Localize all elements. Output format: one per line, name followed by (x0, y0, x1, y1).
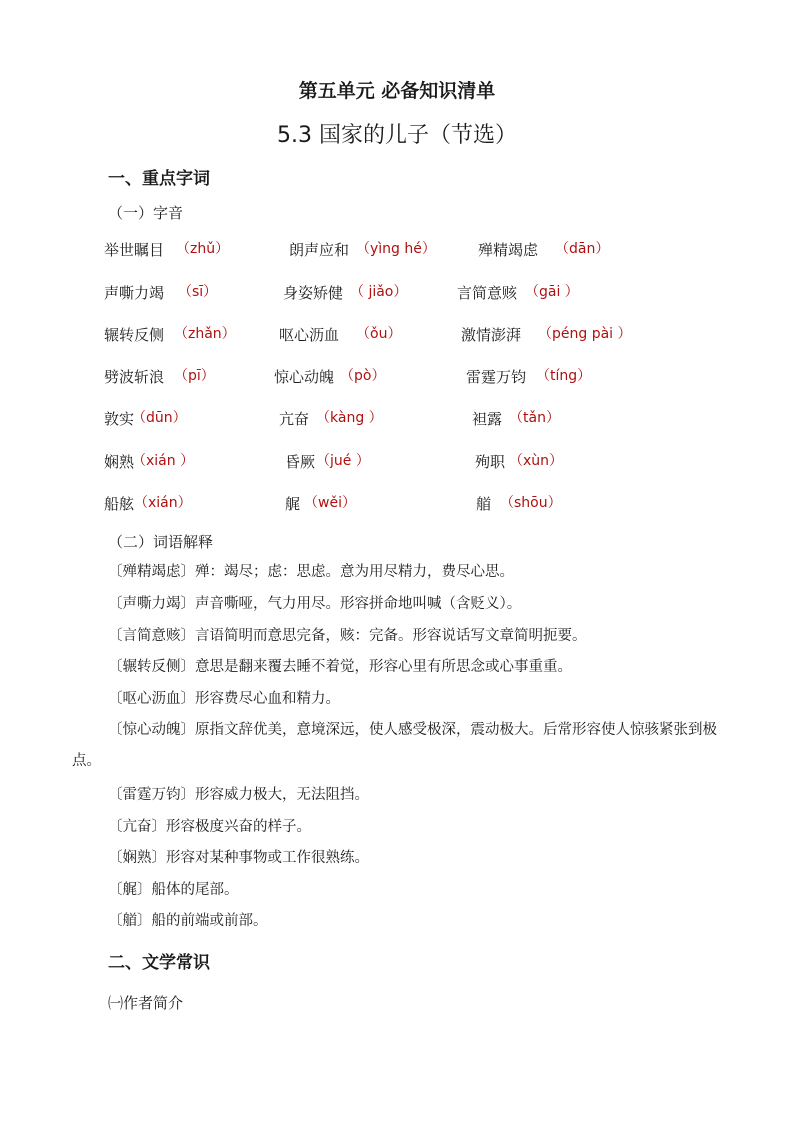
pronunciation-word: 声嘶力竭 (104, 284, 165, 302)
pinyin-annotation: （pī） (174, 368, 215, 384)
pinyin-annotation: （xùn） (509, 453, 564, 469)
pinyin-annotation: （kàng ） (316, 410, 383, 426)
pinyin-annotation: （xián） (134, 495, 192, 511)
pronunciation-word: 殚精竭虑 (478, 241, 539, 259)
pronunciation-word: 娴熟 (104, 453, 135, 471)
pronunciation-word: 呕心沥血 (279, 326, 340, 344)
pronunciation-word: 言简意赅 (457, 284, 518, 302)
pinyin-annotation: （sī） (178, 284, 218, 300)
definition-item: 〔惊心动魄〕原指文辞优美，意境深远，使人感受极深，震动极大。后常形容使人惊骇紧张到极点。 (72, 722, 717, 769)
definition-item: 〔雷霆万钧〕形容威力极大，无法阻挡。 (108, 787, 369, 803)
pronunciation-word: 袒露 (472, 410, 503, 428)
definition-item: 〔亢奋〕形容极度兴奋的样子。 (108, 819, 311, 835)
definition-item: 〔呕心沥血〕形容费尽心血和精力。 (108, 691, 340, 707)
definition-item: 〔言简意赅〕言语简明而意思完备，赅：完备。形容说话写文章简明扼要。 (108, 628, 587, 644)
pinyin-annotation: （dūn） (132, 410, 187, 426)
pinyin-annotation: （zhǎn） (174, 326, 236, 342)
lesson-subtitle: 5.3 国家的儿子（节选） (277, 123, 517, 148)
pronunciation-word: 亢奋 (279, 410, 310, 428)
definition-item: 〔辗转反侧〕意思是翻来覆去睡不着觉，形容心里有所思念或心事重重。 (108, 659, 572, 675)
pinyin-annotation: （péng pài ） (538, 326, 632, 342)
pronunciation-word: 雷霆万钧 (466, 368, 527, 386)
definition-item: 〔声嘶力竭〕声音嘶哑，气力用尽。形容拼命地叫喊（含贬义）。 (108, 596, 522, 612)
pinyin-annotation: （ǒu） (356, 326, 402, 342)
pronunciation-word: 劈波斩浪 (104, 368, 165, 386)
pronunciation-word: 惊心动魄 (274, 368, 335, 386)
pronunciation-word: 身姿矫健 (283, 284, 344, 302)
pronunciation-word: 敦实 (104, 410, 135, 428)
pronunciation-word: 激情澎湃 (461, 326, 522, 344)
pinyin-annotation: （jué ） (316, 453, 370, 469)
pinyin-annotation: （shōu） (500, 495, 562, 511)
definition-item: 〔艏〕船的前端或前部。 (108, 913, 268, 929)
pronunciation-word: 艉 (285, 495, 301, 513)
pinyin-annotation: （zhǔ） (176, 241, 230, 257)
subsection-pronunciation: （一）字音 (108, 204, 184, 222)
definition-item: 〔娴熟〕形容对某种事物或工作很熟练。 (108, 850, 369, 866)
pronunciation-word: 昏厥 (285, 453, 316, 471)
pinyin-annotation: （pò） (340, 368, 386, 384)
pronunciation-word: 朗声应和 (289, 241, 350, 259)
pinyin-annotation: （yìng hé） (356, 241, 436, 257)
pinyin-annotation: （dān） (555, 241, 610, 257)
pinyin-annotation: （tíng） (536, 368, 592, 384)
pronunciation-word: 殉职 (475, 453, 506, 471)
definition-item: 〔殚精竭虑〕殚：竭尽；虑：思虑。意为用尽精力，费尽心思。 (108, 564, 514, 580)
pinyin-annotation: （xián ） (132, 453, 195, 469)
section-heading-key-words: 一、重点字词 (108, 169, 210, 189)
pronunciation-word: 船舷 (104, 495, 135, 513)
pinyin-annotation: （tǎn） (509, 410, 560, 426)
definition-item: 〔艉〕船体的尾部。 (108, 882, 239, 898)
pronunciation-word: 艏 (476, 495, 492, 513)
pinyin-annotation: （gāi ） (525, 284, 579, 300)
pinyin-annotation: （ jiǎo） (350, 284, 408, 300)
pinyin-annotation: （wěi） (304, 495, 356, 511)
document-title: 第五单元 必备知识清单 (298, 80, 496, 102)
subsection-word-definitions: （二）词语解释 (108, 533, 214, 551)
section-heading-literary-knowledge: 二、文学常识 (108, 953, 210, 973)
subsection-author-intro: ㈠作者简介 (108, 994, 184, 1012)
pronunciation-word: 举世瞩目 (104, 241, 165, 259)
pronunciation-word: 辗转反侧 (104, 326, 165, 344)
